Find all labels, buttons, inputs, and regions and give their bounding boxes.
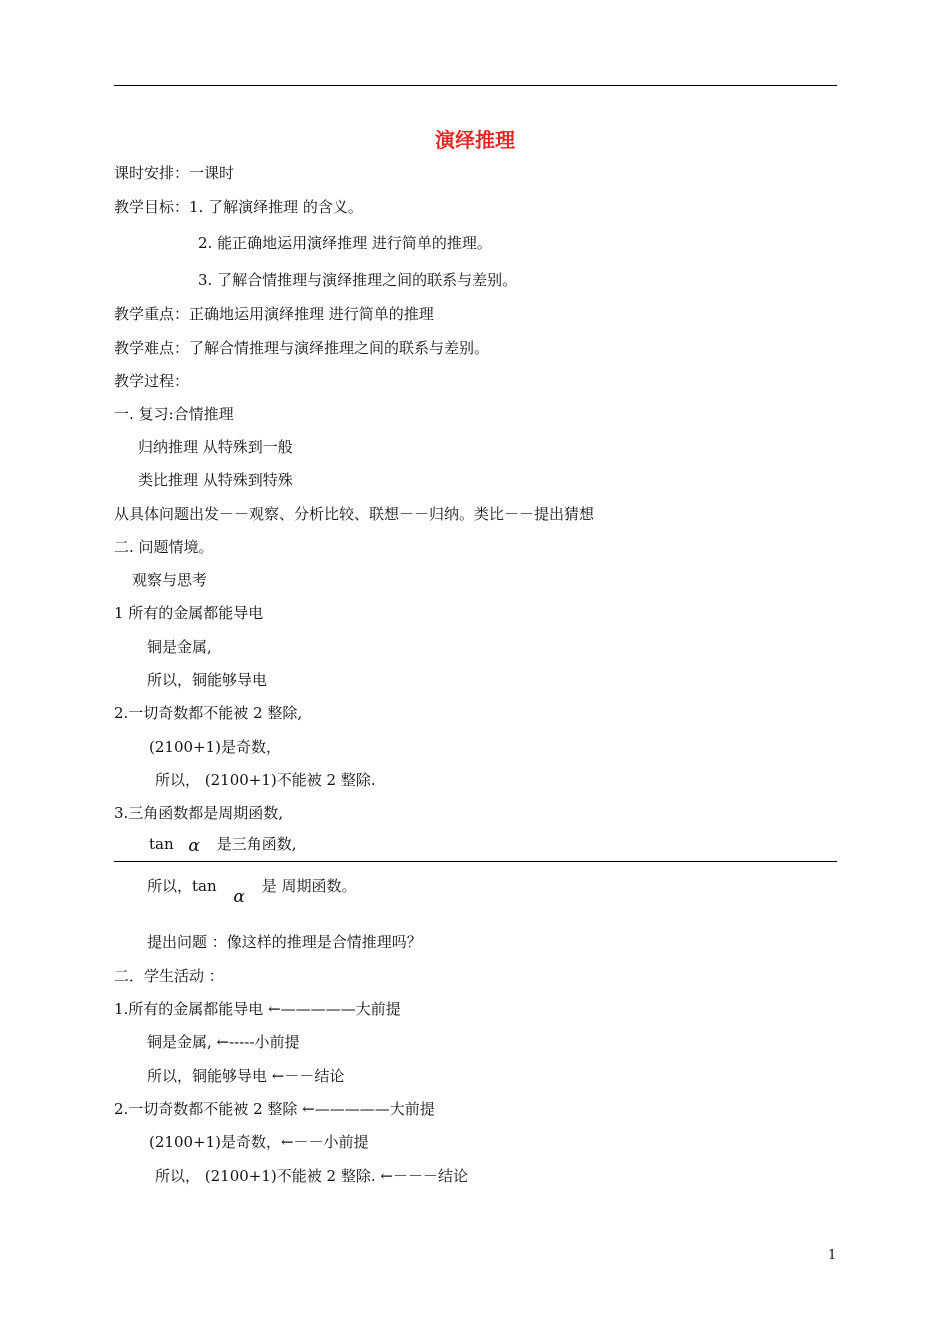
text-line-analogy: 类比推理 从特殊到特殊: [138, 471, 293, 489]
text-line-act1-c: 所以，铜能够导电 ←－－结论: [147, 1067, 345, 1085]
text-line-inductive: 归纳推理 从特殊到一般: [138, 438, 293, 456]
alpha-symbol: α: [188, 836, 200, 856]
alpha-symbol: α: [233, 887, 245, 907]
text-line-schedule: 课时安排：一课时: [114, 164, 235, 182]
text-line-act1-a: 1.所有的金属都能导电 ←—————大前提: [114, 1000, 401, 1018]
text-line-act1-b: 铜是金属, ←-----小前提: [147, 1033, 300, 1051]
header-rule: [114, 85, 837, 86]
text-line-ex1-c: 所以，铜能够导电: [147, 671, 268, 689]
tan-suffix: 是 周期函数。: [261, 877, 357, 895]
text-line-ex1-b: 铜是金属,: [147, 638, 212, 656]
tan-suffix: 是三角函数,: [216, 835, 297, 853]
text-line-goal-1: 教学目标：1. 了解演绎推理 的含义。: [114, 198, 363, 216]
text-line-section-1: 一. 复习:合情推理: [114, 405, 234, 423]
text-line-ex2-a: 2.一切奇数都不能被 2 整除,: [114, 704, 303, 722]
text-line-section-3: 二．学生活动 ：: [114, 967, 224, 985]
text-line-summary: 从具体问题出发－－观察、分析比较、联想－－归纳。类比－－提出猜想: [114, 505, 595, 523]
text-line-q-ask: 提出问题 ：像这样的推理是合情推理吗？: [147, 933, 422, 951]
text-line-focus: 教学重点：正确地运用演绎推理 进行简单的推理: [114, 305, 434, 323]
text-line-observe: 观察与思考: [132, 571, 208, 589]
page-title: 演绎推理: [435, 128, 515, 152]
separator-rule: [114, 861, 837, 862]
tan-line-1: [149, 834, 296, 854]
text-line-section-2: 二. 问题情境。: [114, 538, 214, 556]
text-line-ex2-b: (2100+1)是奇数，: [149, 738, 281, 756]
tan-prefix: 所以，tan: [147, 877, 217, 895]
text-line-act2-c: 所以， (2100+1)不能被 2 整除. ←－－－结论: [155, 1167, 468, 1185]
tan-line-2: [147, 876, 357, 907]
text-line-goal-2: 2. 能正确地运用演绎推理 进行简单的推理。: [198, 234, 492, 252]
text-line-difficulty: 教学难点：了解合情推理与演绎推理之间的联系与差别。: [114, 339, 490, 357]
page-number: 1: [828, 1248, 837, 1263]
text-line-act2-b: (2100+1)是奇数，←－－小前提: [149, 1133, 369, 1151]
text-line-act2-a: 2.一切奇数都不能被 2 整除 ←—————大前提: [114, 1100, 435, 1118]
text-line-goal-3: 3. 了解合情推理与演绎推理之间的联系与差别。: [198, 271, 518, 289]
text-line-ex2-c: 所以， (2100+1)不能被 2 整除.: [155, 771, 376, 789]
text-line-process: 教学过程：: [114, 372, 190, 390]
text-line-ex3-a: 3.三角函数都是周期函数,: [114, 804, 284, 822]
tan-prefix: tan: [149, 835, 174, 853]
text-line-ex1-a: 1 所有的金属都能导电: [114, 604, 264, 622]
